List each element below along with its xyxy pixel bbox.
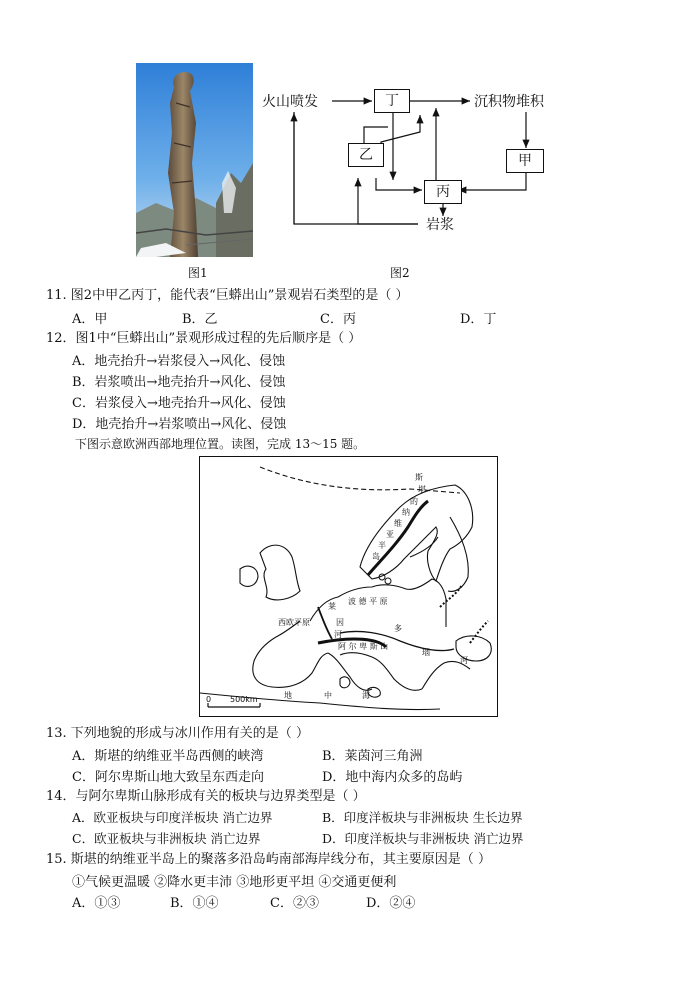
q14-option-b[interactable]: B．印度洋板块与非洲板块 生长边界 [322, 810, 523, 825]
map-label-si: 斯 [415, 473, 423, 482]
volcano-label: 火山喷发 [262, 94, 318, 110]
figure2-caption: 图2 [390, 266, 410, 280]
map-outlines [200, 457, 498, 717]
magma-label: 岩浆 [426, 217, 454, 233]
q14-option-c[interactable]: C．欧亚板块与非洲板块 消亡边界 [72, 831, 261, 846]
node-ding: 丁 [374, 89, 410, 113]
western-europe-map [199, 456, 498, 717]
q12-option-a[interactable]: A．地壳抬升→岩浆侵入→风化、侵蚀 [72, 354, 286, 369]
map-label-dao: 岛 [372, 552, 380, 561]
q11-stem: 11. 图2中甲乙丙丁，能代表“巨蟒出山”景观岩石类型的是（ ） [46, 288, 409, 303]
q15-option-a[interactable]: A．①③ [72, 896, 121, 911]
q12-option-d[interactable]: D．地壳抬升→岩浆喷出→风化、侵蚀 [72, 417, 287, 432]
q15-stem: 15. 斯堪的纳维亚半岛上的聚落多沿岛屿南部海岸线分布，其主要原因是（ ） [46, 852, 491, 867]
rock-cycle-diagram [258, 82, 578, 242]
node-jia: 甲 [506, 149, 544, 173]
q15-option-b[interactable]: B．①④ [170, 896, 219, 911]
map-label-bode-plain: 波 德 平 原 [348, 597, 388, 606]
q11-option-d[interactable]: D．丁 [460, 312, 497, 327]
map-label-hai: 海 [362, 691, 370, 700]
map-label-wei: 维 [394, 519, 402, 528]
map-label-ya: 亚 [386, 530, 394, 539]
node-yi: 乙 [348, 143, 384, 167]
map-scale-km: 500km [230, 695, 258, 704]
q11-option-a[interactable]: A．甲 [72, 312, 108, 327]
q12-option-b[interactable]: B．岩浆喷出→地壳抬升→风化、侵蚀 [72, 375, 286, 390]
map-label-ban: 半 [378, 541, 386, 550]
q12-option-c[interactable]: C．岩浆侵入→地壳抬升→风化、侵蚀 [72, 396, 286, 411]
q14-stem: 14．与阿尔卑斯山脉形成有关的板块与边界类型是（ ） [46, 789, 366, 804]
q13-stem: 13. 下列地貌的形成与冰川作用有关的是（ ） [46, 726, 309, 741]
node-bing: 丙 [424, 180, 462, 204]
figure1-caption: 图1 [188, 266, 208, 280]
q12-stem: 12．图1中“巨蟒出山”景观形成过程的先后顺序是（ ） [46, 331, 362, 346]
rock-pillar-photo [136, 63, 253, 257]
map-label-de: 的 [410, 497, 418, 506]
q13-option-c[interactable]: C．阿尔卑斯山地大致呈东西走向 [72, 770, 264, 785]
sediment-label: 沉积物堆积 [474, 94, 544, 110]
map-label-zhong: 中 [324, 691, 332, 700]
map-label-alps: 阿 尔 卑 斯 山 [338, 642, 389, 651]
q14-option-d[interactable]: D．印度洋板块与非洲板块 消亡边界 [322, 831, 524, 846]
q13-option-b[interactable]: B．莱茵河三角洲 [322, 749, 423, 764]
map-label-di: 地 [284, 691, 292, 700]
map-label-west-plain: 西欧平原 [278, 618, 310, 627]
q11-option-c[interactable]: C．丙 [320, 312, 356, 327]
q11-option-b[interactable]: B．乙 [182, 312, 218, 327]
map-label-he: 河 [334, 630, 342, 639]
q13-option-d[interactable]: D．地中海内众多的岛屿 [322, 770, 463, 785]
map-label-na: 纳 [402, 508, 410, 517]
map-intro: 下图示意欧洲西部地理位置。读图，完成 13～15 题。 [75, 437, 366, 451]
map-label-nao: 瑙 [422, 648, 430, 657]
map-label-lai: 莱 [328, 602, 336, 611]
q13-option-a[interactable]: A．斯堪的纳维亚半岛西侧的峡湾 [72, 749, 264, 764]
q15-option-c[interactable]: C．②③ [270, 896, 319, 911]
q15-option-d[interactable]: D．②④ [366, 896, 416, 911]
q14-option-a[interactable]: A．欧亚板块与印度洋板块 消亡边界 [72, 810, 273, 825]
map-label-river: 河 [460, 656, 468, 665]
map-scale-zero: 0 [206, 695, 212, 704]
map-label-yin: 因 [336, 618, 344, 627]
q15-reasons: ①气候更温暖 ②降水更丰沛 ③地形更平坦 ④交通更便利 [72, 875, 397, 890]
map-label-duo: 多 [394, 624, 402, 633]
map-label-kan: 堪 [418, 485, 426, 494]
